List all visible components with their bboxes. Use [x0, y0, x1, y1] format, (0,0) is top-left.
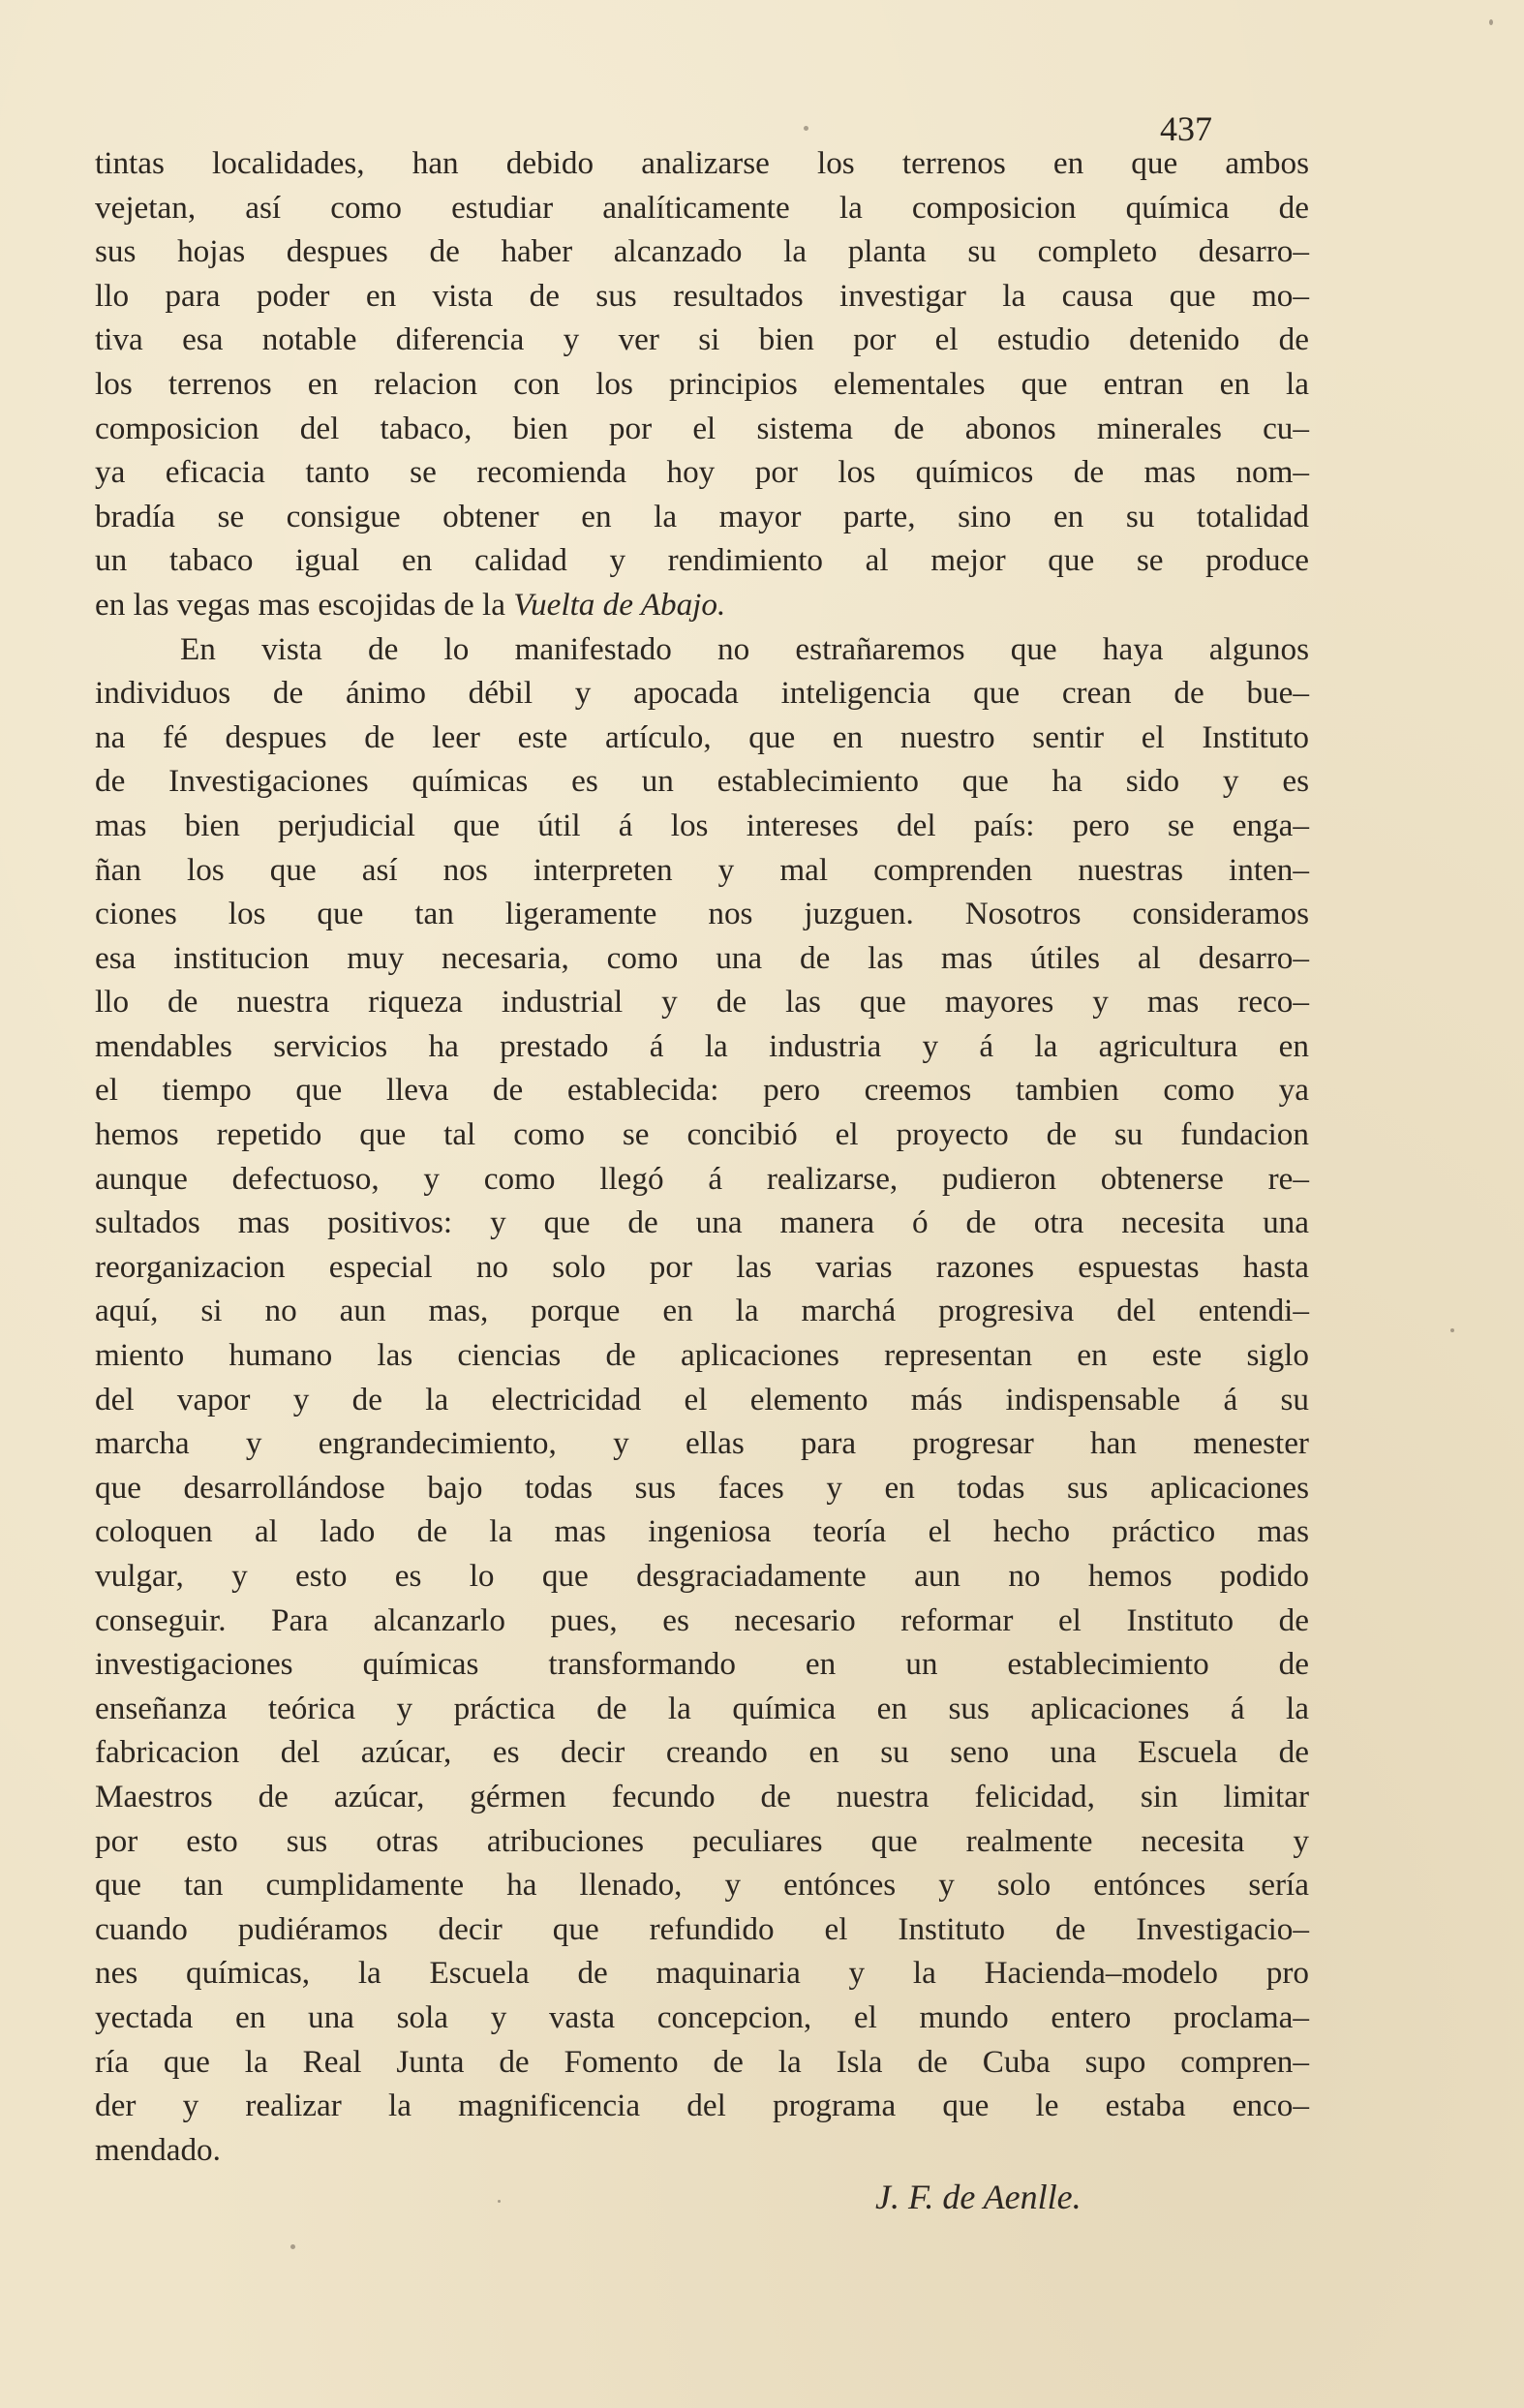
- text-line: der y realizar la magnificencia del programa que le estaba enco–: [95, 2088, 1309, 2124]
- text-line: marcha y engrandecimiento, y ellas para progresar han menester: [95, 1425, 1309, 1462]
- paper-speck: [1489, 19, 1493, 25]
- paper-speck: [290, 2244, 295, 2249]
- text-line: tiva esa notable diferencia y ver si bien por el estudio detenido de: [95, 321, 1309, 358]
- text-line: aquí, si no aun mas, porque en la marchá progresiva del entendi–: [95, 1293, 1309, 1329]
- text-line: ya eficacia tanto se recomienda hoy por los químicos de mas nom–: [95, 454, 1309, 491]
- text-line: sultados mas positivos: y que de una manera ó de otra necesita una: [95, 1204, 1309, 1241]
- text-line: esa institucion muy necesaria, como una de las mas útiles al desarro–: [95, 939, 1309, 976]
- text-line: ciones los que tan ligeramente nos juzguen. Nosotros consideramos: [95, 896, 1309, 932]
- paper-speck: [498, 2200, 501, 2203]
- text-line: el tiempo que lleva de establecida: pero creemos tambien como ya: [95, 1072, 1309, 1109]
- text-line: na fé despues de leer este artículo, que en nuestro sentir el Instituto: [95, 718, 1309, 755]
- text-line: [95, 583, 1309, 627]
- text-line: individuos de ánimo débil y apocada inteligencia que crean de bue–: [95, 675, 1309, 712]
- text-line: ría que la Real Junta de Fomento de la Isla de Cuba supo compren–: [95, 2043, 1309, 2080]
- article-body: [95, 141, 1309, 2172]
- text-line: vejetan, así como estudiar analíticamente la composicion química de: [95, 189, 1309, 226]
- text-line: los terrenos en relacion con los principios elementales que entran en la: [95, 365, 1309, 402]
- text-line: miento humano las ciencias de aplicaciones representan en este siglo: [95, 1337, 1309, 1374]
- text-line: tintas localidades, han debido analizarse los terrenos en que ambos: [95, 145, 1309, 181]
- text-line: sus hojas despues de haber alcanzado la planta su completo desarro–: [95, 233, 1309, 270]
- text-line: conseguir. Para alcanzarlo pues, es necesario reformar el Instituto de: [95, 1601, 1309, 1638]
- text-line: yectada en una sola y vasta concepcion, el mundo entero proclama–: [95, 1998, 1309, 2035]
- text-line: un tabaco igual en calidad y rendimiento al mejor que se produce: [95, 542, 1309, 579]
- text-line: mendables servicios ha prestado á la industria y á la agricultura en: [95, 1027, 1309, 1064]
- text-line: ñan los que así nos interpreten y mal comprenden nuestras inten–: [95, 851, 1309, 888]
- text-line: llo para poder en vista de sus resultados investigar la causa que mo–: [95, 277, 1309, 314]
- text-line: mas bien perjudicial que útil á los intereses del país: pero se enga–: [95, 807, 1309, 843]
- text-line: bradía se consigue obtener en la mayor parte, sino en su totalidad: [95, 498, 1309, 534]
- text-line: Maestros de azúcar, gérmen fecundo de nuestra felicidad, sin limitar: [95, 1778, 1309, 1814]
- paper-speck: [804, 126, 808, 131]
- text-line: investigaciones químicas transformando en un establecimiento de: [95, 1646, 1309, 1683]
- paper-speck: [1450, 1328, 1454, 1332]
- paragraph-first-line: En vista de lo manifestado no estrañaremos que haya algunos: [180, 630, 1309, 667]
- text-line: enseñanza teórica y práctica de la química en sus aplicaciones á la: [95, 1690, 1309, 1726]
- text-line: del vapor y de la electricidad el elemento más indispensable á su: [95, 1381, 1309, 1417]
- page-number: 437: [1160, 109, 1212, 148]
- text-line: coloquen al lado de la mas ingeniosa teoría el hecho práctico mas: [95, 1513, 1309, 1550]
- place-name: Vuelta de Abajo.: [513, 586, 726, 623]
- text-segment: en las vegas mas escojidas de la: [95, 586, 505, 623]
- text-line: aunque defectuoso, y como llegó á realizarse, pudieron obtenerse re–: [95, 1160, 1309, 1197]
- text-line: vulgar, y esto es lo que desgraciadamente aun no hemos podido: [95, 1558, 1309, 1594]
- text-line: hemos repetido que tal como se concibió el proyecto de su fundacion: [95, 1116, 1309, 1153]
- text-line: por esto sus otras atribuciones peculiares que realmente necesita y: [95, 1822, 1309, 1859]
- text-line: de Investigaciones químicas es un establecimiento que ha sido y es: [95, 763, 1309, 800]
- text-line: fabricacion del azúcar, es decir creando en su seno una Escuela de: [95, 1734, 1309, 1771]
- text-line: reorganizacion especial no solo por las varias razones espuestas hasta: [95, 1248, 1309, 1285]
- author-signature: J. F. de Aenlle.: [875, 2178, 1082, 2216]
- text-line: que desarrollándose bajo todas sus faces y en todas sus aplicaciones: [95, 1469, 1309, 1506]
- text-line: que tan cumplidamente ha llenado, y entónces y solo entónces sería: [95, 1867, 1309, 1904]
- text-line: composicion del tabaco, bien por el sistema de abonos minerales cu–: [95, 410, 1309, 446]
- text-line: nes químicas, la Escuela de maquinaria y la Hacienda–modelo pro: [95, 1955, 1309, 1992]
- text-line: llo de nuestra riqueza industrial y de las que mayores y mas reco–: [95, 984, 1309, 1021]
- text-line: mendado.: [95, 2131, 221, 2168]
- text-line: cuando pudiéramos decir que refundido el Instituto de Investigacio–: [95, 1910, 1309, 1947]
